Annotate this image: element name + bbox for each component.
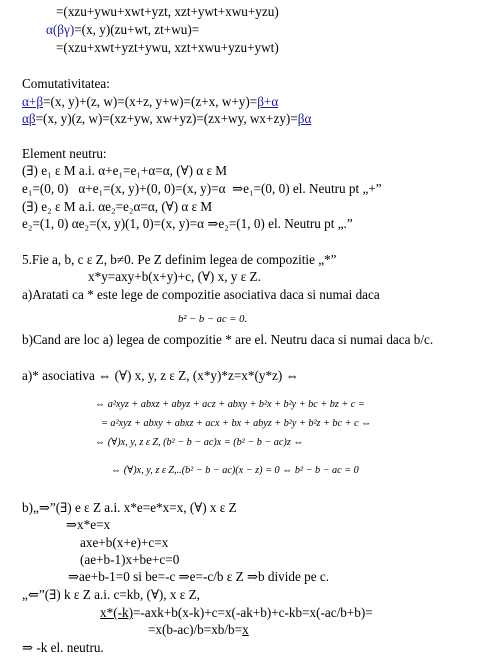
text-line: ⇒ -k el. neutru. <box>22 640 104 655</box>
math-equation: ⇔ (∀)x, y, z ε Z,..(b² − b − ac)(x − z) = 0 ⇔ b² − b − ac = 0 <box>111 465 359 476</box>
text-line <box>46 22 199 38</box>
text-line <box>100 605 373 621</box>
math-equation: = a²xyz + abxy + abxz + acx + bx + abyz + b²y + b²z + bc + c ⇔ <box>101 418 372 429</box>
text-line: a)* asociativa ⇔ (∀) x, y, z ε Z, (x*y)*z=x*(y*z) ⇔ <box>22 368 299 383</box>
text-line <box>148 622 249 638</box>
text-line: (ae+b-1)x+be+c=0 <box>80 552 180 567</box>
text-fragment: =(x, y)+(z, w)=(x+z, y+w)=(z+x, w+y)= <box>43 94 258 109</box>
underlined-expression: x <box>242 622 249 637</box>
text-line: e₂=(1, 0) αe₂=(x, y)(1, 0)=(x, y)=α ⇒e₂=(1, 0) el. Neutru pt „.” <box>22 216 353 231</box>
greek-expression: α+β <box>22 94 44 109</box>
text-line: b)Cand are loc a) legea de compozitie * are el. Neutru daca si numai daca b/c. <box>22 332 434 347</box>
section-heading: Element neutru: <box>22 146 107 161</box>
text-line <box>22 94 278 110</box>
math-equation: b² − b − ac = 0. <box>178 314 248 325</box>
section-heading: Comutativitatea: <box>22 76 110 91</box>
text-line: b)„⇒”(∃) e ε Z a.i. x*e=e*x=x, (∀) x ε Z <box>22 500 237 515</box>
text-line: =(xzu+xwt+yzt+ywu, xzt+xwu+yzu+ywt) <box>56 40 279 55</box>
math-equation: ⇔ (∀)x, y, z ε Z, (b² − b − ac)x = (b² − b − ac)z ⇔ <box>95 437 304 448</box>
text-fragment: =(x, y)(zu+wt, zt+wu)= <box>74 22 200 37</box>
text-line: ⇒x*e=x <box>66 517 111 532</box>
text-line: (∃) e₁ ε M a.i. α+e₁=e₁+α=α, (∀) α ε M <box>22 163 228 178</box>
math-equation: ⇔ a²xyz + abxz + abyz + acz + abxy + b²x + b²y + bc + bz + c = <box>95 399 365 410</box>
text-line <box>22 111 311 127</box>
text-fragment: =x(b-ac)/b=xb/b= <box>148 622 243 637</box>
text-line: e₁=(0, 0) α+e₁=(x, y)+(0, 0)=(x, y)=α ⇒e₁=(0, 0) el. Neutru pt „+” <box>22 181 382 196</box>
text-line: ⇒ae+b-1=0 si be=-c ⇒e=-c/b ε Z ⇒b divide pe c. <box>68 569 330 584</box>
underlined-expression: x*(-k) <box>100 605 133 620</box>
text-line: =(xzu+ywu+xwt+yzt, xzt+ywt+xwu+yzu) <box>56 4 279 19</box>
greek-expression: αβ <box>22 111 36 126</box>
text-line: x*y=axy+b(x+y)+c, (∀) x, y ε Z. <box>88 269 261 284</box>
text-line: a)Aratati ca * este lege de compozitie asociativa daca si numai daca <box>22 287 380 302</box>
problem-statement: 5.Fie a, b, c ε Z, b≠0. Pe Z definim legea de compozitie „*” <box>22 252 337 267</box>
text-line: (∃) e₂ ε M a.i. αe₂=e₂α=α, (∀) α ε M <box>22 199 213 214</box>
greek-expression: β+α <box>257 94 279 109</box>
text-line: axe+b(x+e)+c=x <box>80 535 169 550</box>
text-line: „⇐”(∃) k ε Z a.i. c=kb, (∀), x ε Z, <box>22 587 200 602</box>
text-fragment: =(x, y)(z, w)=(xz+yw, xw+yz)=(zx+wy, wx+zy)= <box>35 111 298 126</box>
text-fragment: =-axk+b(x-k)+c=x(-ak+b)+c-kb=x(-ac/b+b)= <box>132 605 373 620</box>
greek-expression: βα <box>297 111 312 126</box>
greek-expression: α(βγ) <box>46 22 75 37</box>
